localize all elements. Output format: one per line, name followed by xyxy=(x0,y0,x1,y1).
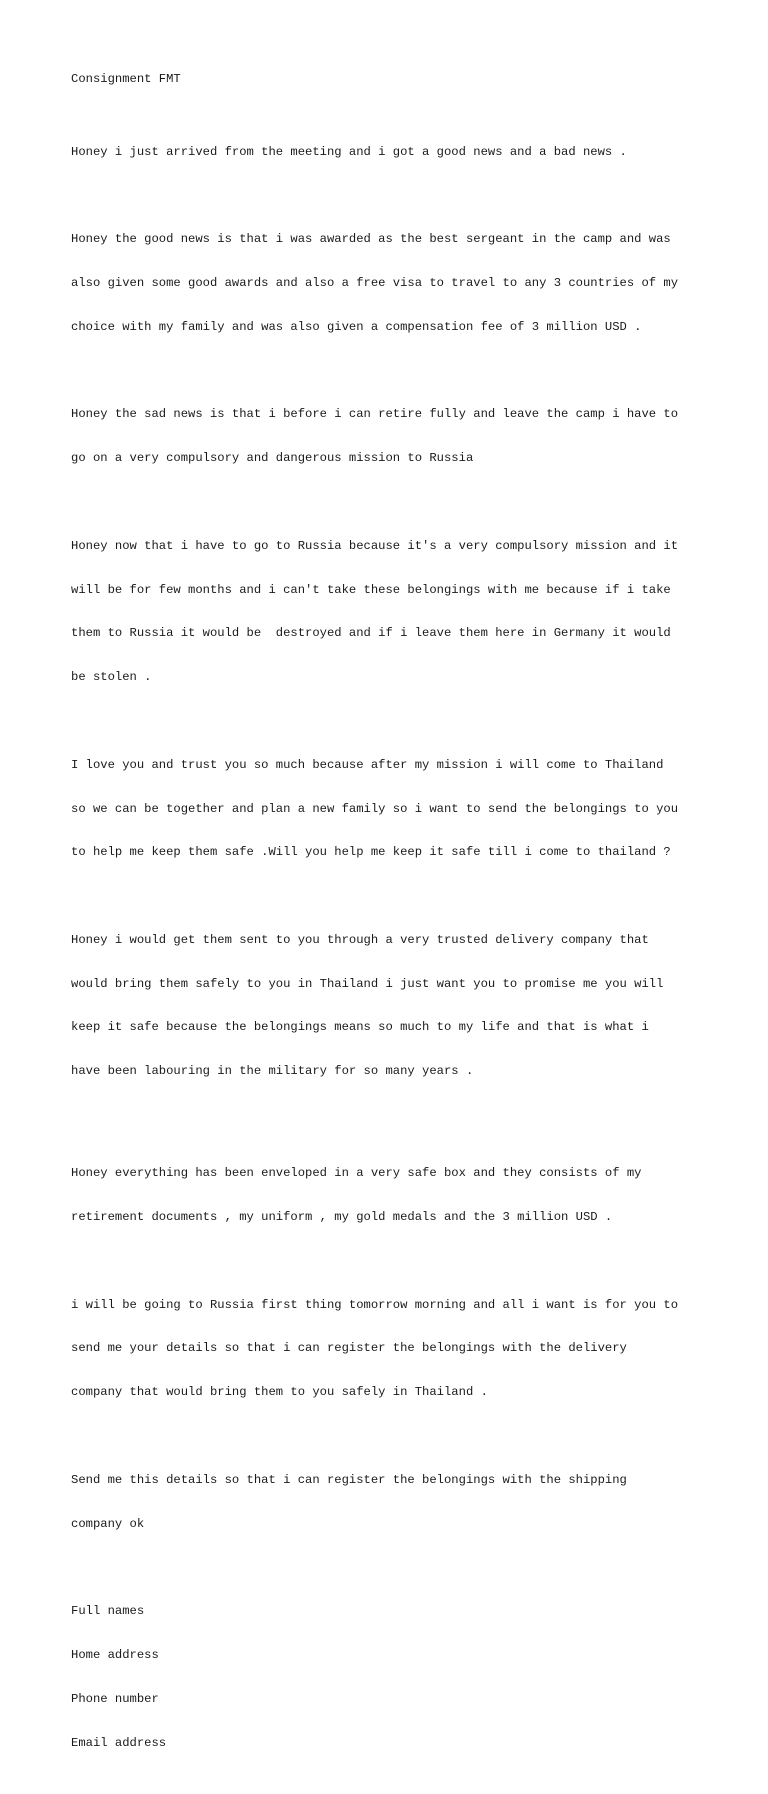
paragraph-intro xyxy=(71,116,731,189)
document-title: Consignment FMT xyxy=(71,72,181,86)
text-line: be stolen . xyxy=(71,670,152,685)
text-line: also given some good awards and also a free visa to travel to any 3 countries of my xyxy=(71,276,679,291)
text-line: Honey i just arrived from the meeting and i got a good news and a bad news . xyxy=(71,144,627,159)
list-item: Email address xyxy=(71,1735,167,1750)
text-line: so we can be together and plan a new family so i want to send the belongings to you xyxy=(71,801,679,816)
text-line: Honey the sad news is that i before i can retire fully and leave the camp i have to xyxy=(71,407,679,422)
text-line: i will be going to Russia first thing tomorrow morning and all i want is for you to xyxy=(71,1297,679,1312)
text-line: to help me keep them safe .Will you help me keep it safe till i come to thailand ? xyxy=(71,845,671,860)
paragraph-love-trust xyxy=(71,729,731,890)
list-item: Full names xyxy=(71,1604,145,1619)
text-line: have been labouring in the military for so many years . xyxy=(71,1064,474,1079)
text-line: choice with my family and was also given a compensation fee of 3 million USD . xyxy=(71,319,642,334)
text-line: retirement documents , my uniform , my gold medals and the 3 million USD . xyxy=(71,1210,613,1225)
text-line: I love you and trust you so much because after my mission i will come to Thailand xyxy=(71,757,664,772)
list-item: Phone number xyxy=(71,1691,159,1706)
paragraph-request xyxy=(71,1269,731,1430)
document-page xyxy=(71,72,731,1794)
text-line: company that would bring them to you safely in Thailand . xyxy=(71,1385,488,1400)
text-line: go on a very compulsory and dangerous mission to Russia xyxy=(71,451,474,466)
text-line: Honey everything has been enveloped in a very safe box and they consists of my xyxy=(71,1166,642,1181)
text-line: send me your details so that i can register the belongings with the delivery xyxy=(71,1341,627,1356)
text-line: them to Russia it would be destroyed and if i leave them here in Germany it would xyxy=(71,626,671,641)
text-line: Honey the good news is that i was awarded as the best sergeant in the camp and was xyxy=(71,232,671,247)
paragraph-sad-news xyxy=(71,378,731,495)
paragraph-send-details xyxy=(71,1444,731,1561)
paragraph-contents xyxy=(71,1137,731,1254)
text-line: Send me this details so that i can register the belongings with the shipping xyxy=(71,1472,627,1487)
text-line: would bring them safely to you in Thailand i just want you to promise me you will xyxy=(71,976,664,991)
paragraph-mission xyxy=(71,510,731,714)
list-item: Home address xyxy=(71,1647,159,1662)
details-list xyxy=(71,1575,731,1779)
paragraph-delivery xyxy=(71,904,731,1108)
text-line: company ok xyxy=(71,1516,145,1531)
text-line: Honey now that i have to go to Russia because it's a very compulsory mission and it xyxy=(71,538,679,553)
text-line: will be for few months and i can't take these belongings with me because if i take xyxy=(71,582,671,597)
text-line: Honey i would get them sent to you through a very trusted delivery company that xyxy=(71,932,649,947)
paragraph-good-news xyxy=(71,203,731,364)
text-line: keep it safe because the belongings means so much to my life and that is what i xyxy=(71,1020,649,1035)
